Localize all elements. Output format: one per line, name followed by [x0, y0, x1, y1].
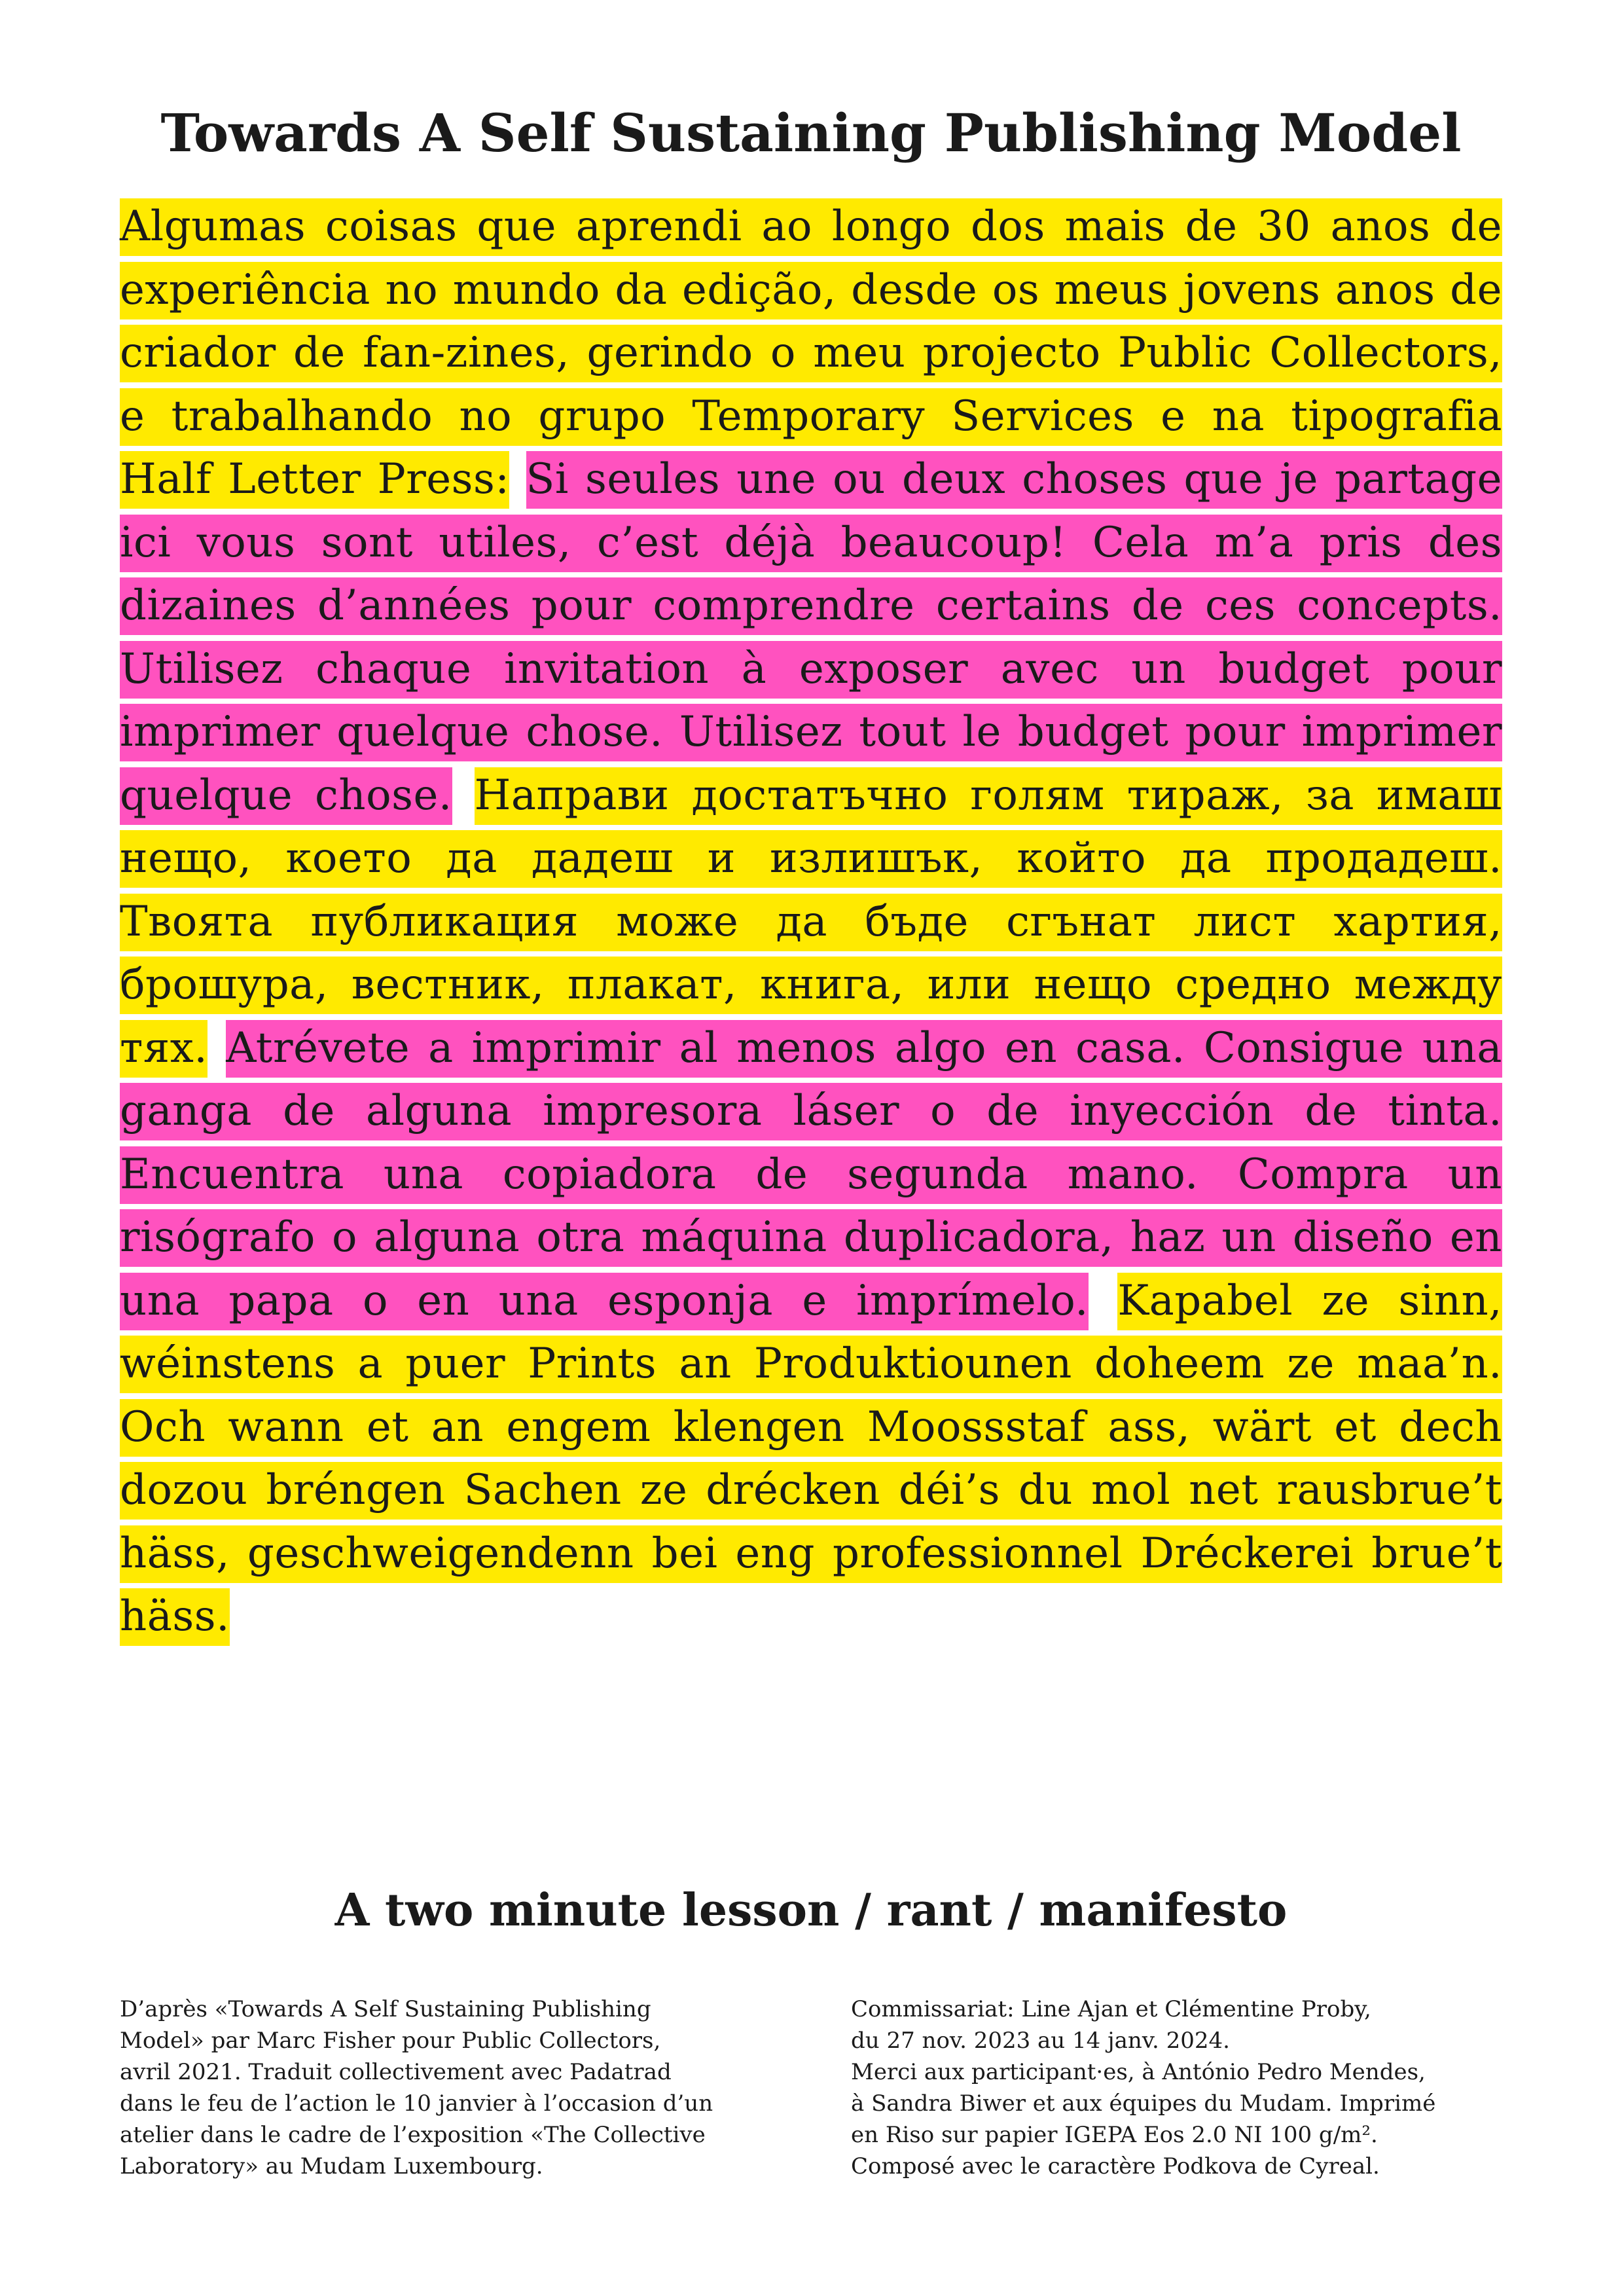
subtitle: A two minute lesson / rant / manifesto — [334, 1884, 1288, 1937]
page-title: Towards A Self Sustaining Publishing Model — [160, 102, 1462, 164]
colophon-credits: D’après «Towards A Self Sustaining Publishing Model» par Marc Fisher pour Public Collectors, avril 2021. Traduit collectivement avec Padatrad dans le feu de l’action le 10 janvier à l’occasion d’un atelier dans le cadre de l’exposition «The Collective Laboratory» au Mudam Luxembourg. — [120, 1996, 713, 2179]
segment-spanish: Atrévete a imprimir al menos algo en casa. Consigue una ganga de alguna impresora láser o de inyección de tinta. Encuentra una copiadora de segunda mano. Compra un risógrafo o alguna otra máquina duplicadora, haz un diseño en una papa o en una esponja e imprímelo. — [120, 1020, 1502, 1330]
segment-portuguese: Algumas coisas que aprendi ao longo dos mais de 30 anos de experiência no mundo da edição, desde os meus jovens anos de criador de fan-zines, gerindo o meu projecto Public Collectors, e trabalhando no grupo Temporary Services e na tipografia Half Letter Press: — [120, 198, 1502, 509]
colophon-acknowledgements: Commissariat: Line Ajan et Clémentine Proby, du 27 nov. 2023 au 14 janv. 2024. Merci aux participant·es, à António Pedro Mendes, à Sandra Biwer et aux équipes du Mudam. Imprimé en Riso sur papier IGEPA Eos 2.0 NI 100 g/m². Composé avec le caractère Podkova de Cyreal. — [851, 1996, 1436, 2179]
manifesto-body — [120, 195, 1502, 1649]
segment-bulgarian: Направи достатъчно голям тираж, за имаш нещо, което да дадеш и излишък, който да продадеш. Твоята публикация може да бъде сгънат лист хартия, брошура, вестник, плакат, книга, или нещо средно между тях. — [120, 767, 1502, 1078]
segment-french: Si seules une ou deux choses que je partage ici vous sont utiles, c’est déjà beaucoup! Cela m’a pris des dizaines d’années pour comprendre certains de ces concepts. Utilisez chaque invitation à exposer avec un budget pour imprimer quelque chose. Utilisez tout le budget pour imprimer quelque chose. — [120, 451, 1502, 825]
segment-luxembourgish: Kapabel ze sinn, wéinstens a puer Prints an Produktiounen doheem ze maa’n. Och wann et an engem klengen Moossstaf ass, wärt et dech dozou bréngen Sachen ze drécken déi’s du mol net rausbrue’t häss, geschweigendenn bei eng professionnel Dréckerei brue’t häss. — [120, 1273, 1502, 1647]
